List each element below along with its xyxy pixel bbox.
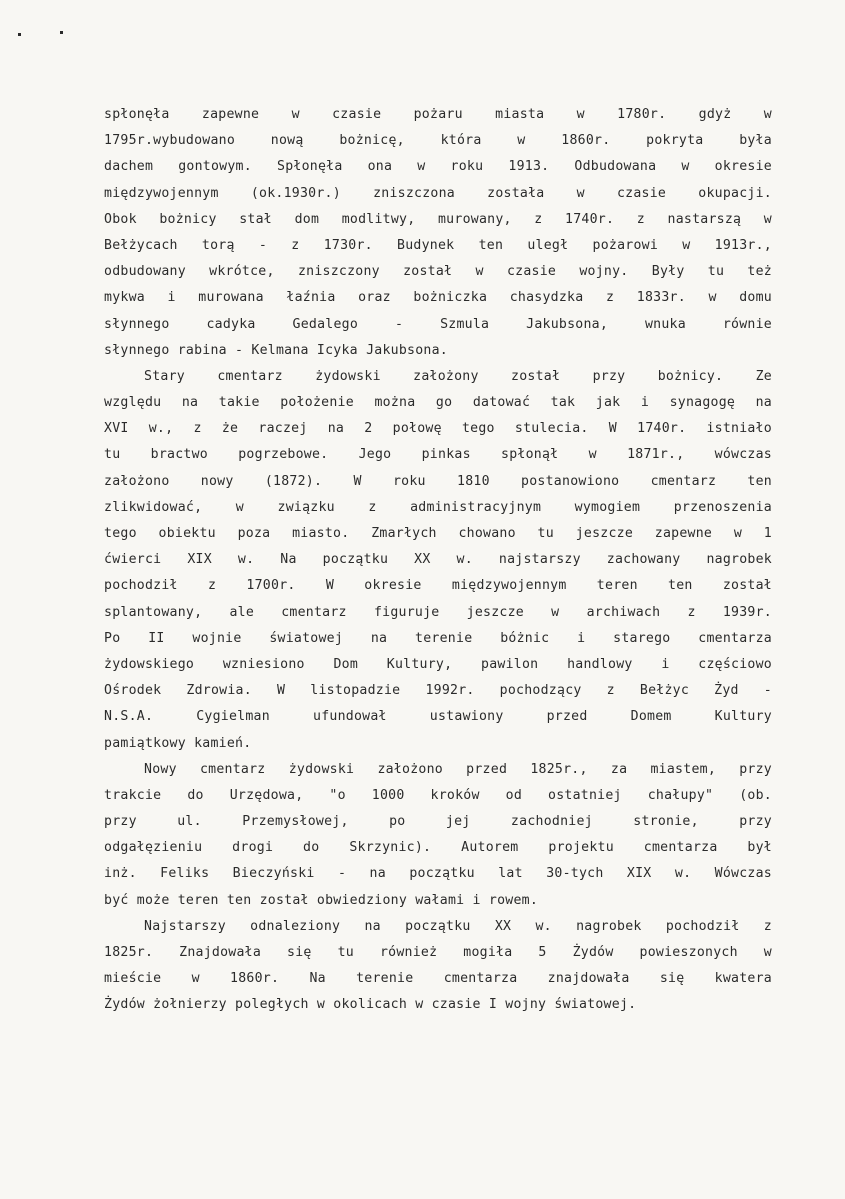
text-line: 1795r.wybudowano nową bożnicę, która w 1860r. pokryta była — [104, 133, 772, 149]
text-line: pochodził z 1700r. W okresie międzywojennym teren ten został — [104, 578, 772, 594]
text-line: splantowany, ale cmentarz figuruje jeszcze w archiwach z 1939r. — [104, 604, 772, 620]
text-line: XVI w., z że raczej na 2 połowę tego stulecia. W 1740r. istniało — [104, 421, 772, 437]
text-line: międzywojennym (ok.1930r.) zniszczona została w czasie okupacji. — [104, 185, 772, 201]
text-line: Obok bożnicy stał dom modlitwy, murowany, z 1740r. z nastarszą w — [104, 211, 772, 227]
text-line: dachem gontowym. Spłonęła ona w roku 1913. Odbudowana w okresie — [104, 159, 772, 175]
text-line: pamiątkowy kamień. — [104, 735, 252, 751]
text-line: 1825r. Znajdowała się tu również mogiła 5 Żydów powieszonych w — [104, 945, 772, 960]
text-line: być może teren ten został obwiedziony wałami i rowem. — [104, 892, 539, 908]
text-line: założono nowy (1872). W roku 1810 postanowiono cmentarz ten — [104, 473, 772, 489]
text-line: przy ul. Przemysłowej, po jej zachodniej stronie, przy — [104, 814, 772, 830]
text-line: Bełżycach torą - z 1730r. Budynek ten uległ pożarowi w 1913r., — [104, 237, 772, 253]
text-line: Ośrodek Zdrowia. W listopadzie 1992r. pochodzący z Bełżyc Żyd - — [104, 683, 772, 699]
text-line: Najstarszy odnaleziony na początku XX w. nagrobek pochodził z — [144, 918, 772, 934]
text-line: zlikwidować, w związku z administracyjnym wymogiem przenoszenia — [104, 499, 772, 515]
text-line: odbudowany wkrótce, zniszczony został w czasie wojny. Były tu też — [104, 264, 772, 280]
text-line: Nowy cmentarz żydowski założono przed 1825r., za miastem, przy — [144, 761, 772, 777]
text-line: Żydów żołnierzy poległych w okolicach w czasie I wojny światowej. — [104, 997, 637, 1013]
text-line: mieście w 1860r. Na terenie cmentarza znajdowała się kwatera — [104, 971, 772, 987]
text-line: odgałęzieniu drogi do Skrzynic). Autorem projektu cmentarza był — [104, 840, 772, 856]
text-line: żydowskiego wzniesiono Dom Kultury, pawilon handlowy i częściowo — [104, 656, 772, 672]
text-line: N.S.A. Cygielman ufundował ustawiony przed Domem Kultury — [104, 709, 772, 725]
document-body — [104, 102, 772, 1019]
text-line: ćwierci XIX w. Na początku XX w. najstarszy zachowany nagrobek — [104, 552, 772, 568]
text-line: tego obiektu poza miasto. Zmarłych chowano tu jeszcze zapewne w 1 — [104, 526, 772, 541]
scan-mark — [18, 33, 21, 36]
text-line: słynnego rabina - Kelmana Icyka Jakubsona. — [104, 342, 448, 358]
text-line: trakcie do Urzędowa, "o 1000 kroków od ostatniej chałupy" (ob. — [104, 787, 772, 803]
text-line: Po II wojnie światowej na terenie bóżnic i starego cmentarza — [104, 630, 772, 646]
text-line: spłonęła zapewne w czasie pożaru miasta w 1780r. gdyż w — [104, 107, 772, 122]
text-line: mykwa i murowana łaźnia oraz bożniczka chasydzka z 1833r. w domu — [104, 290, 772, 306]
text-line: słynnego cadyka Gedalego - Szmula Jakubsona, wnuka równie — [104, 316, 772, 332]
text-line: Stary cmentarz żydowski założony został przy bożnicy. Ze — [144, 368, 772, 384]
text-line: względu na takie położenie można go datować tak jak i synagogę na — [104, 395, 772, 411]
text-line: inż. Feliks Bieczyński - na początku lat 30-tych XIX w. Wówczas — [104, 866, 772, 882]
text-line: tu bractwo pogrzebowe. Jego pinkas spłonął w 1871r., wówczas — [104, 447, 772, 463]
scan-mark — [60, 31, 63, 34]
